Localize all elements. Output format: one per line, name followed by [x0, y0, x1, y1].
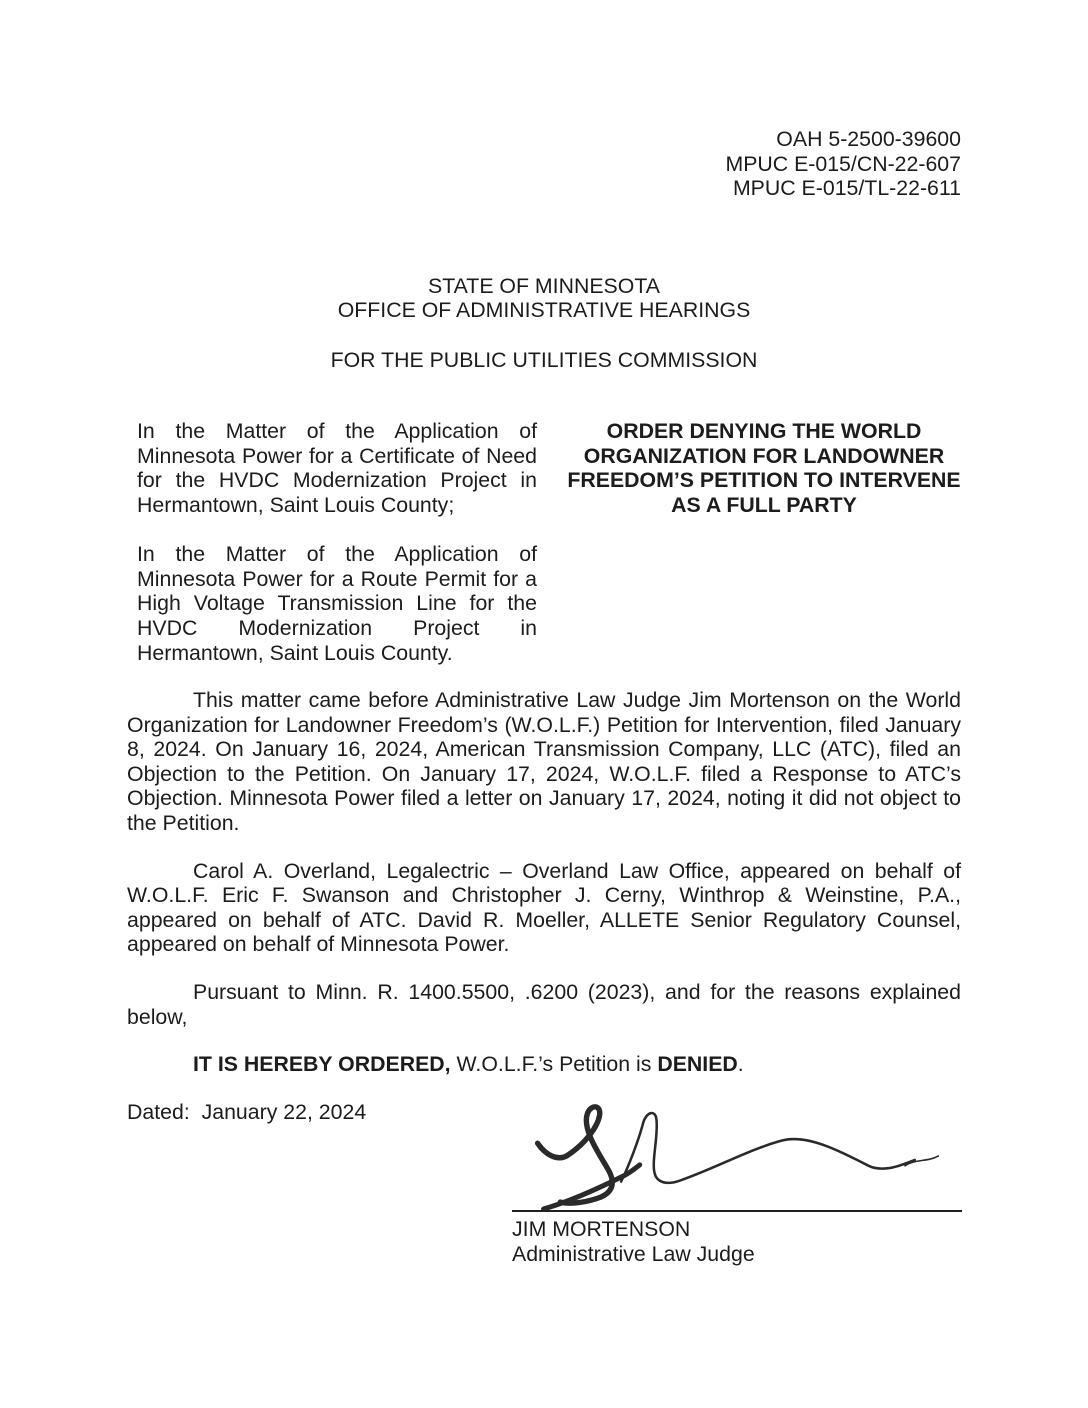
order-bold-lead: IT IS HEREBY ORDERED, — [193, 1052, 451, 1077]
case-caption — [127, 419, 961, 665]
docket-line-mpuc-tl: MPUC E-015/TL-22-611 — [732, 176, 961, 201]
signature-handwriting-icon — [512, 1100, 962, 1210]
order-title: ORDER DENYING THE WORLD ORGANIZATION FOR LANDOWNER FREEDOM’S PETITION TO INTERVENE AS A FULL PARTY — [567, 419, 961, 517]
signature-block — [512, 1100, 962, 1266]
body-paragraph-2: Carol A. Overland, Legalectric – Overland Law Office, appeared on behalf of W.O.L.F. Eric F. Swanson and Christopher J. Cerny, Winthrop & Weinstine, P.A., appeared on behalf of ATC. David R. Moeller, ALLETE Senior Regulatory Counsel, appeared on behalf of Minnesota Power. — [127, 858, 961, 957]
header-commission: FOR THE PUBLIC UTILITIES COMMISSION — [330, 347, 758, 372]
body-paragraph-1: This matter came before Administrative Law Judge Jim Mortenson on the World Organization for Landowner Freedom’s (W.O.L.F.) Petition for Intervention, filed January 8, 2024. On January 16, 2024, American Transmission Company, LLC (ATC), filed an Objection to the Petition. On January 17, 2024, W.O.L.F. filed a Response to ATC’s Objection. Minnesota Power filed a letter on January 17, 2024, noting it did not object to the Petition. — [127, 688, 961, 836]
judge-title: Administrative Law Judge — [512, 1241, 755, 1266]
order-denied-word: DENIED — [657, 1052, 738, 1077]
caption-matter-1: In the Matter of the Application of Minnesota Power for a Certificate of Need for the HVDC Modernization Project in Hermantown, Saint Louis County; — [137, 419, 537, 517]
signature-line — [512, 1210, 962, 1212]
dated-line: Dated: January 22, 2024 — [127, 1099, 367, 1124]
order-middle-text: W.O.L.F.’s Petition is — [450, 1052, 658, 1077]
docket-numbers — [127, 127, 961, 201]
body-paragraph-3: Pursuant to Minn. R. 1400.5500, .6200 (2023), and for the reasons explained below, — [127, 980, 961, 1029]
caption-left-column — [127, 419, 537, 665]
caption-matter-2: In the Matter of the Application of Minnesota Power for a Route Permit for a High Voltage Transmission Line for the HVDC Modernization Project in Hermantown, Saint Louis County. — [137, 542, 537, 665]
docket-line-oah: OAH 5-2500-39600 — [776, 127, 961, 151]
order-period: . — [737, 1052, 744, 1077]
document-header — [127, 274, 961, 323]
header-office: OFFICE OF ADMINISTRATIVE HEARINGS — [337, 298, 751, 323]
order-sentence — [127, 1052, 961, 1077]
judge-name: JIM MORTENSON — [512, 1217, 691, 1241]
header-state: STATE OF MINNESOTA — [428, 273, 660, 298]
docket-line-mpuc-cn: MPUC E-015/CN-22-607 — [725, 151, 961, 176]
